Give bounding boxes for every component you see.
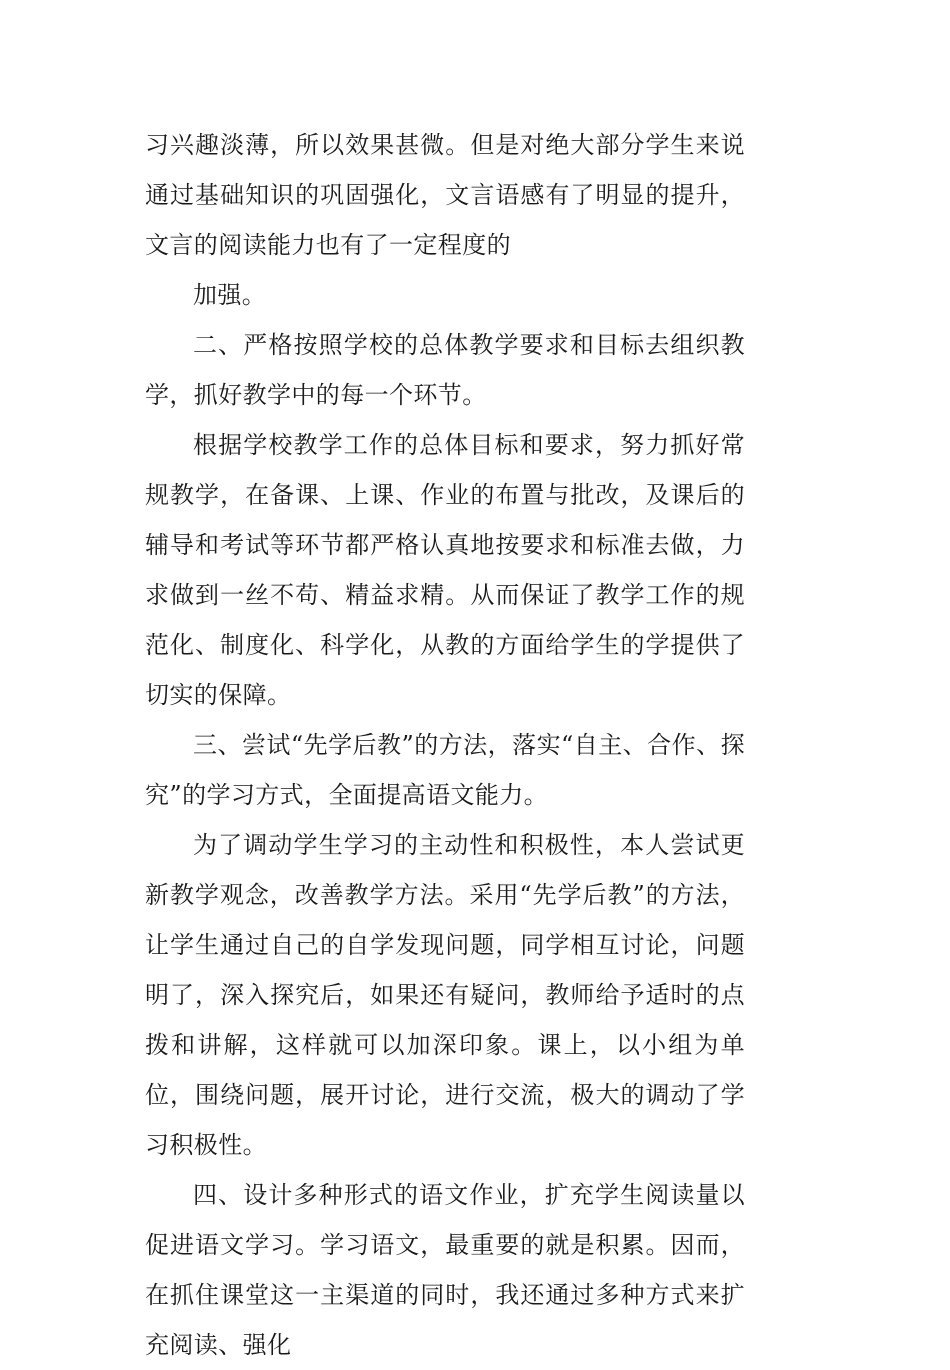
section-heading-3: 三、尝试“先学后教”的方法，落实“自主、合作、探究”的学习方式，全面提高语文能力。 bbox=[145, 731, 745, 809]
section-heading-4: 四、设计多种形式的语文作业，扩充学生阅读量以促进语文学习。学习语文，最重要的就是积累。因而，在抓住课堂这一主渠道的同时，我还通过多种方式来扩充阅读、强化 bbox=[145, 1181, 745, 1359]
paragraph-continued-end: 加强。 bbox=[193, 281, 267, 309]
paragraph-continued: 习兴趣淡薄，所以效果甚微。但是对绝大部分学生来说通过基础知识的巩固强化，文言语感有了明显的提升，文言的阅读能力也有了一定程度的 bbox=[145, 131, 745, 259]
section-heading-2: 二、严格按照学校的总体教学要求和目标去组织教学，抓好教学中的每一个环节。 bbox=[145, 331, 745, 409]
paragraph: 根据学校教学工作的总体目标和要求，努力抓好常规教学，在备课、上课、作业的布置与批改，及课后的辅导和考试等环节都严格认真地按要求和标准去做，力求做到一丝不苟、精益求精。从而保证了教学工作的规范化、制度化、科学化，从教的方面给学生的学提供了切实的保障。 bbox=[145, 431, 745, 709]
paragraph: 为了调动学生学习的主动性和积极性，本人尝试更新教学观念，改善教学方法。采用“先学后教”的方法，让学生通过自己的自学发现问题，同学相互讨论，问题明了，深入探究后，如果还有疑问，教师给予适时的点拨和讲解，这样就可以加深印象。课上，以小组为单位，围绕问题，展开讨论，进行交流，极大的调动了学习积极性。 bbox=[145, 831, 745, 1159]
document-body bbox=[145, 120, 745, 1370]
